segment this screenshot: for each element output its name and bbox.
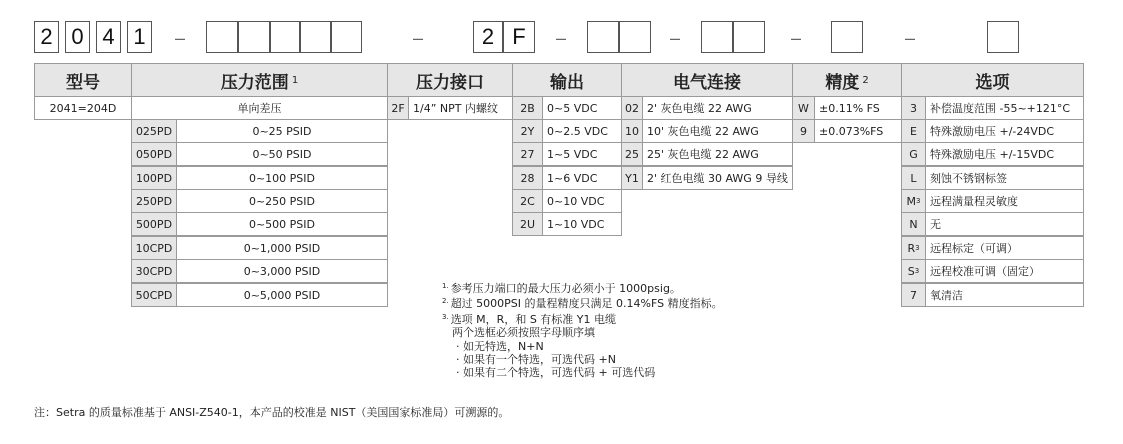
accuracy-desc: ±0.11% FS	[814, 96, 902, 120]
option-code: S 3	[901, 259, 926, 283]
model-digit-box: 1	[127, 21, 152, 53]
electrical-code: 02	[621, 96, 643, 120]
output-code: 2Y	[512, 119, 543, 143]
output-desc: 1~10 VDC	[542, 212, 622, 236]
output-desc: 0~5 VDC	[542, 96, 622, 120]
option-code: 7	[901, 283, 926, 307]
header-output: 输出	[512, 63, 622, 97]
electrical-code: 25	[621, 142, 643, 166]
accuracy-slot-box	[831, 21, 863, 53]
option-desc: 氧清洁	[925, 283, 1084, 307]
model-dash: –	[556, 28, 567, 48]
option-code: L	[901, 166, 926, 190]
model-digit-box: 4	[96, 21, 121, 53]
electrical-desc: 25' 灰色电缆 22 AWG	[642, 142, 793, 166]
note-line: $^{1.}$ 参考压力端口的最大压力必须小于 1000psig。	[442, 282, 681, 295]
port-code: 2F	[387, 96, 409, 120]
option-desc: 特殊激励电压 +/-24VDC	[925, 119, 1084, 143]
note-line: $^{3.}$ 选项 M，R，和 S 有标准 Y1 电缆	[442, 312, 617, 326]
note-line: $^{2.}$ 超过 5000PSI 的量程精度只满足 0.14%FS 精度指标。	[442, 297, 723, 311]
range-slot-box	[238, 21, 270, 53]
model-dash: –	[413, 28, 424, 48]
option-desc: 刻蚀不锈钢标签	[925, 166, 1084, 190]
range-code: 50CPD	[131, 283, 177, 307]
option-desc: 远程满量程灵敏度	[925, 189, 1084, 213]
range-code: 250PD	[131, 189, 177, 213]
note-line: · 如无特选，N+N	[456, 339, 544, 353]
port-code-box: 2	[473, 21, 503, 53]
notes-block	[442, 280, 723, 380]
electrical-desc: 2' 灰色电缆 22 AWG	[642, 96, 793, 120]
range-desc: 0~250 PSID	[176, 189, 388, 213]
range-desc: 0~3,000 PSID	[176, 259, 388, 283]
range-slot-box	[270, 21, 300, 53]
port-code-box: F	[503, 21, 535, 53]
header-electrical: 电气连接	[621, 63, 793, 97]
range-desc: 0~5,000 PSID	[176, 283, 388, 307]
model-digit-box: 2	[34, 21, 59, 53]
note-line: 两个选框必须按照字母顺序填	[452, 326, 595, 340]
range-desc: 0~500 PSID	[176, 212, 388, 236]
range-title-cell: 单向差压	[131, 96, 388, 120]
model-dash: –	[905, 28, 916, 48]
range-desc: 0~25 PSID	[176, 119, 388, 143]
range-code: 025PD	[131, 119, 177, 143]
header-pressure-port: 压力接口	[387, 63, 513, 97]
range-code: 050PD	[131, 142, 177, 166]
output-slot-box	[619, 21, 651, 53]
accuracy-desc: ±0.073%FS	[814, 119, 902, 143]
output-code: 27	[512, 142, 543, 166]
electrical-desc: 10' 灰色电缆 22 AWG	[642, 119, 793, 143]
electrical-code: Y1	[621, 166, 643, 190]
model-code-cell: 2041=204D	[34, 96, 132, 120]
output-code: 2C	[512, 189, 543, 213]
option-desc: 补偿温度范围 -55~+121°C	[925, 96, 1084, 120]
output-desc: 1~5 VDC	[542, 142, 622, 166]
model-dash: –	[791, 28, 802, 48]
header-pressure-range: 压力范围 1	[131, 63, 388, 97]
range-code: 30CPD	[131, 259, 177, 283]
output-slot-box	[587, 21, 619, 53]
footnote: 注：Setra 的质量标准基于 ANSI-Z540-1，本产品的校准是 NIST（美国国家标准局）可溯源的。	[34, 406, 510, 419]
electrical-desc: 2' 红色电缆 30 AWG 9 导线	[642, 166, 793, 190]
model-dash: –	[175, 28, 186, 48]
range-code: 500PD	[131, 212, 177, 236]
electrical-slot-box	[701, 21, 733, 53]
option-desc: 远程标定（可调）	[925, 236, 1084, 260]
option-desc: 特殊激励电压 +/-15VDC	[925, 142, 1084, 166]
option-code: E	[901, 119, 926, 143]
range-desc: 0~100 PSID	[176, 166, 388, 190]
range-slot-box	[331, 21, 362, 53]
output-desc: 1~6 VDC	[542, 166, 622, 190]
model-dash: –	[670, 28, 681, 48]
options-slot-box	[987, 21, 1019, 53]
option-code: 3	[901, 96, 926, 120]
output-desc: 0~2.5 VDC	[542, 119, 622, 143]
accuracy-code: W	[792, 96, 815, 120]
output-code: 28	[512, 166, 543, 190]
output-code: 2B	[512, 96, 543, 120]
electrical-code: 10	[621, 119, 643, 143]
option-code: M 3	[901, 189, 926, 213]
output-code: 2U	[512, 212, 543, 236]
header-model: 型号	[34, 63, 132, 97]
range-desc: 0~50 PSID	[176, 142, 388, 166]
port-desc: 1/4” NPT 内螺纹	[408, 96, 513, 120]
model-digit-box: 0	[65, 21, 90, 53]
range-slot-box	[300, 21, 331, 53]
option-desc: 远程校准可调（固定）	[925, 259, 1084, 283]
range-slot-box	[206, 21, 238, 53]
option-code: N	[901, 212, 926, 236]
accuracy-code: 9	[792, 119, 815, 143]
electrical-slot-box	[733, 21, 765, 53]
note-line: · 如果有二个特选，可选代码 + 可选代码	[456, 366, 656, 380]
option-desc: 无	[925, 212, 1084, 236]
option-code: G	[901, 142, 926, 166]
range-desc: 0~1,000 PSID	[176, 236, 388, 260]
note-line: · 如果有一个特选，可选代码 +N	[456, 353, 616, 367]
header-accuracy: 精度 2	[792, 63, 902, 97]
header-options: 选项	[901, 63, 1084, 97]
output-desc: 0~10 VDC	[542, 189, 622, 213]
range-code: 10CPD	[131, 236, 177, 260]
range-code: 100PD	[131, 166, 177, 190]
option-code: R 3	[901, 236, 926, 260]
